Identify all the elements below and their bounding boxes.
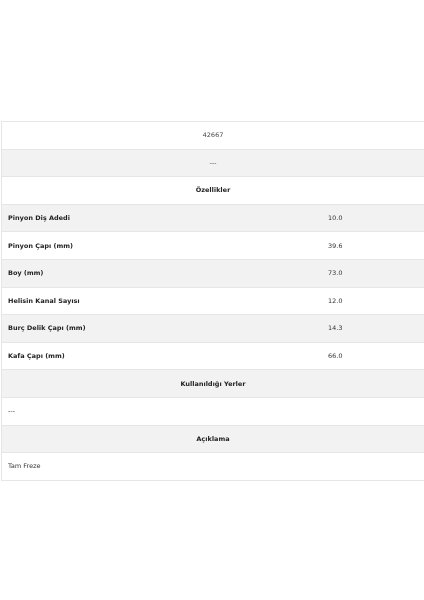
product-code: 42667: [202, 131, 224, 140]
features-header-row: [2, 176, 424, 204]
feature-value: 73.0: [328, 269, 343, 278]
table-row: [2, 342, 424, 370]
feature-label: Burç Delik Çapı (mm): [8, 324, 86, 333]
placeholder-text: ---: [209, 158, 217, 167]
feature-value: 10.0: [328, 214, 343, 223]
feature-label: Boy (mm): [8, 269, 44, 278]
description-row: [2, 452, 424, 480]
features-header: Özellikler: [195, 186, 231, 195]
table-row: [2, 287, 424, 315]
feature-label: Pinyon Çapı (mm): [8, 241, 73, 250]
usage-row: [2, 397, 424, 425]
product-code-row: [2, 121, 424, 149]
table-row: [2, 259, 424, 287]
description-header: Açıklama: [196, 434, 230, 443]
description-value: Tam Freze: [8, 462, 41, 471]
feature-label: Helisin Kanal Sayısı: [8, 296, 80, 305]
feature-value: 14.3: [328, 324, 343, 333]
feature-label: Kafa Çapı (mm): [8, 352, 65, 361]
feature-value: 12.0: [328, 296, 343, 305]
feature-value: 66.0: [328, 352, 343, 361]
usage-header: Kullanıldığı Yerler: [180, 379, 246, 388]
table-row: [2, 231, 424, 259]
placeholder-row: [2, 149, 424, 177]
feature-label: Pinyon Diş Adedi: [8, 214, 70, 223]
feature-value: 39.6: [328, 241, 343, 250]
usage-value: ---: [8, 407, 16, 416]
description-header-row: [2, 425, 424, 453]
table-row: [2, 204, 424, 232]
usage-header-row: [2, 369, 424, 397]
table-row: [2, 314, 424, 342]
product-spec-table: [1, 121, 424, 481]
